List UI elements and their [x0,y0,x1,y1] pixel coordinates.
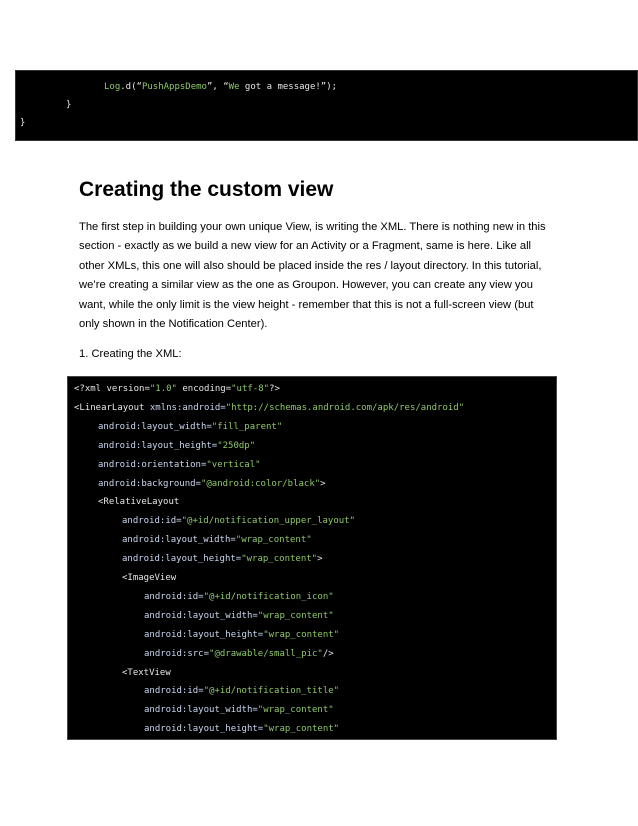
code-token: "1.0" [149,384,177,394]
code-token: <LinearLayout [74,402,150,413]
code-token: "@android:color/black" [200,478,321,489]
paragraph-line: only shown in the Notification Center). [79,318,268,331]
code-token: .d(“ [120,82,142,92]
code-token: android:layout_height= [98,440,218,451]
code-line [144,702,334,718]
code-line [122,551,323,567]
code-line [104,79,337,95]
code-token: encoding= [176,384,232,394]
code-token: android:background= [98,478,201,489]
intro-paragraph [79,218,579,334]
code-token: xmlns:android= [149,402,226,413]
code-token: android:layout_width= [98,421,212,432]
code-token: android:layout_width= [144,705,258,716]
code-token: Log [104,82,121,92]
code-line [20,115,25,131]
code-token: "@+id/notification_upper_layout" [181,516,355,527]
code-token: android:layout_width= [122,535,236,546]
code-token: "wrap_content" [235,535,312,546]
code-token: > [317,554,323,565]
code-token: "http://schemas.android.com/apk/res/android" [225,402,465,413]
code-token: } [66,100,72,110]
code-token: /> [322,648,334,659]
code-token: android:id= [144,591,204,602]
code-token: } [20,118,26,128]
code-token: <RelativeLayout [98,497,180,508]
paragraph-line: we’re creating a similar view as the one as Groupon. However, you can create any view you [79,279,533,292]
xml-subheading: 1. Creating the XML: [79,348,182,360]
code-block-top [15,70,638,141]
code-line [144,608,334,624]
code-token: got a message!”); [239,82,338,92]
code-line [144,683,339,699]
code-token: android:id= [122,516,182,527]
code-token: android:layout_height= [144,724,264,735]
paragraph-line: The first step in building your own unique View, is writing the XML. There is nothing new in this [79,221,546,233]
code-line [74,381,280,397]
code-token: "wrap_content" [263,724,340,735]
code-token: <TextView [122,667,171,678]
code-token: "@drawable/small_pic" [209,648,323,659]
code-line [122,513,355,529]
code-token: "wrap_content" [257,705,334,716]
code-line [122,665,171,681]
code-token: "@+id/notification_title" [203,686,340,697]
code-token: PushAppsDemo [141,82,207,92]
code-line [122,532,312,548]
paragraph-line: section - exactly as we build a new view for an Activity or a Fragment, same is here. Like all [79,240,532,253]
code-token: "wrap_content" [241,554,318,565]
code-line [98,438,255,454]
code-line [98,494,179,510]
code-line [98,419,282,435]
code-block-xml [67,376,557,740]
code-line [122,570,176,586]
code-token: android:orientation= [98,459,207,470]
code-token: <ImageView [122,573,177,583]
code-token: "fill_parent" [211,421,283,432]
code-line [98,457,261,473]
paragraph-line: other XMLs, this one will also should be placed inside the res / layout directory. In this tutorial, [79,259,542,272]
code-token: > [320,478,326,489]
paragraph-line: want, while the only limit is the view height - remember that this is not a full-screen view (but [79,298,534,311]
code-token: android:layout_height= [144,629,264,640]
code-token: android:layout_height= [122,554,242,565]
code-token: ”, “ [206,82,229,92]
code-token: ?> [269,384,280,394]
code-line [66,97,71,113]
code-line [144,721,339,737]
section-title: Creating the custom view [79,178,334,201]
code-line [74,400,464,416]
code-token: "250dp" [217,440,256,451]
code-token: android:id= [144,686,204,697]
code-line [98,476,326,492]
code-token: <?xml version= [74,384,150,394]
code-line [144,589,334,605]
code-token: android:layout_width= [144,610,258,621]
code-token: "wrap_content" [263,629,340,640]
code-token: "utf-8" [231,384,270,394]
code-line [144,627,339,643]
code-token: android:src= [144,648,210,659]
code-token: "@+id/notification_icon" [203,591,334,602]
code-token: "wrap_content" [257,610,334,621]
code-token: "vertical" [206,459,261,470]
code-line [144,646,334,662]
code-token: We [228,82,240,92]
